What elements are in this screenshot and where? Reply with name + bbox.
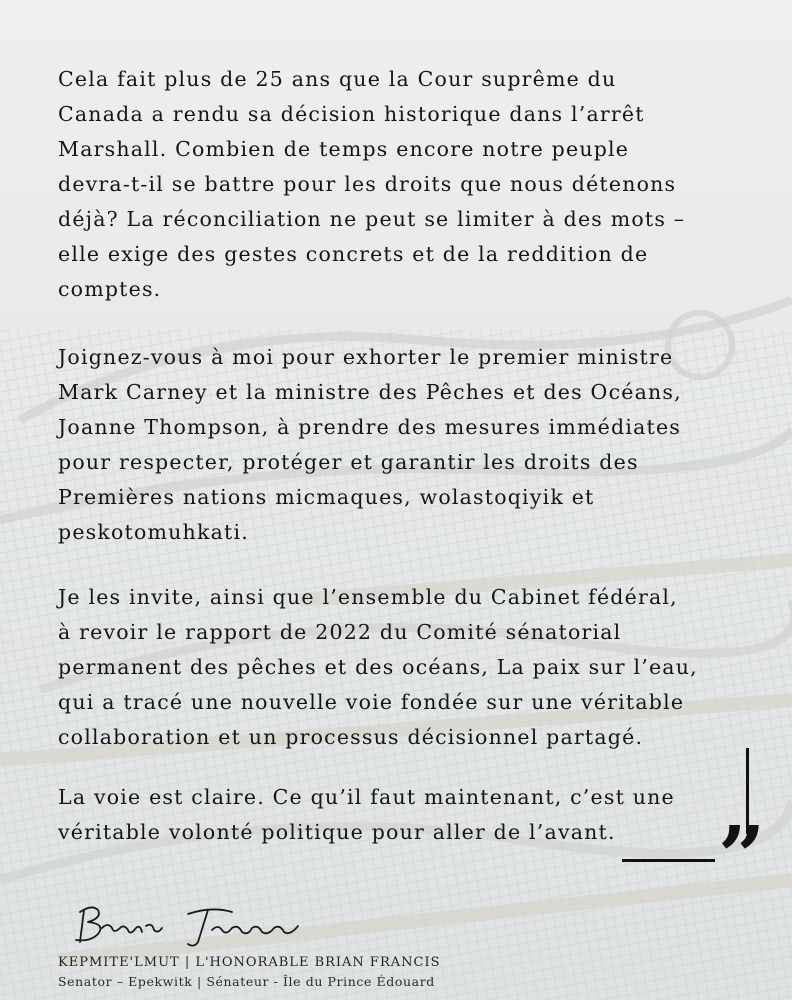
closing-quote-icon: ”	[718, 809, 764, 905]
text-line: Je les invite, ainsi que l’ensemble du Cabinet fédéral,	[58, 585, 678, 609]
text-line: collaboration et un processus décisionnel partagé.	[58, 725, 644, 749]
signature-title: Senator – Epekwitk | Sénateur - Île du Prince Édouard	[58, 974, 435, 989]
text-line: qui a tracé une nouvelle voie fondée sur une véritable	[58, 690, 685, 714]
handwritten-signature	[62, 898, 322, 954]
text-line: Marshall. Combien de temps encore notre peuple	[58, 137, 630, 161]
text-line: devra-t-il se battre pour les droits que nous détenons	[58, 172, 677, 196]
paragraph-marshall-decision	[58, 62, 748, 307]
text-line: La voie est claire. Ce qu’il faut maintenant, c’est une	[58, 785, 675, 809]
text-line: comptes.	[58, 277, 162, 301]
text-line: Cela fait plus de 25 ans que la Cour suprême du	[58, 67, 617, 91]
text-line: Joignez-vous à moi pour exhorter le premier ministre	[58, 345, 674, 369]
text-line: Canada a rendu sa décision historique dans l’arrêt	[58, 102, 645, 126]
paragraph-call-to-action	[58, 340, 748, 550]
paragraph-senate-report	[58, 580, 748, 755]
text-line: peskotomuhkati.	[58, 520, 249, 544]
quote-horizontal-rule	[622, 859, 715, 862]
text-line: permanent des pêches et des océans, La paix sur l’eau,	[58, 655, 698, 679]
text-line: Joanne Thompson, à prendre des mesures immédiates	[58, 415, 681, 439]
signature-name: KEPMITE'LMUT | L'HONORABLE BRIAN FRANCIS	[58, 955, 441, 970]
text-line: à revoir le rapport de 2022 du Comité sénatorial	[58, 620, 622, 644]
text-line: véritable volonté politique pour aller de l’avant.	[58, 820, 616, 844]
text-line: elle exige des gestes concrets et de la reddition de	[58, 242, 649, 266]
paragraph-conclusion	[58, 780, 748, 850]
text-line: Premières nations micmaques, wolastoqiyik et	[58, 485, 595, 509]
text-line: pour respecter, protéger et garantir les droits des	[58, 450, 639, 474]
text-line: Mark Carney et la ministre des Pêches et des Océans,	[58, 380, 682, 404]
text-line: déjà? La réconciliation ne peut se limiter à des mots –	[58, 207, 686, 231]
